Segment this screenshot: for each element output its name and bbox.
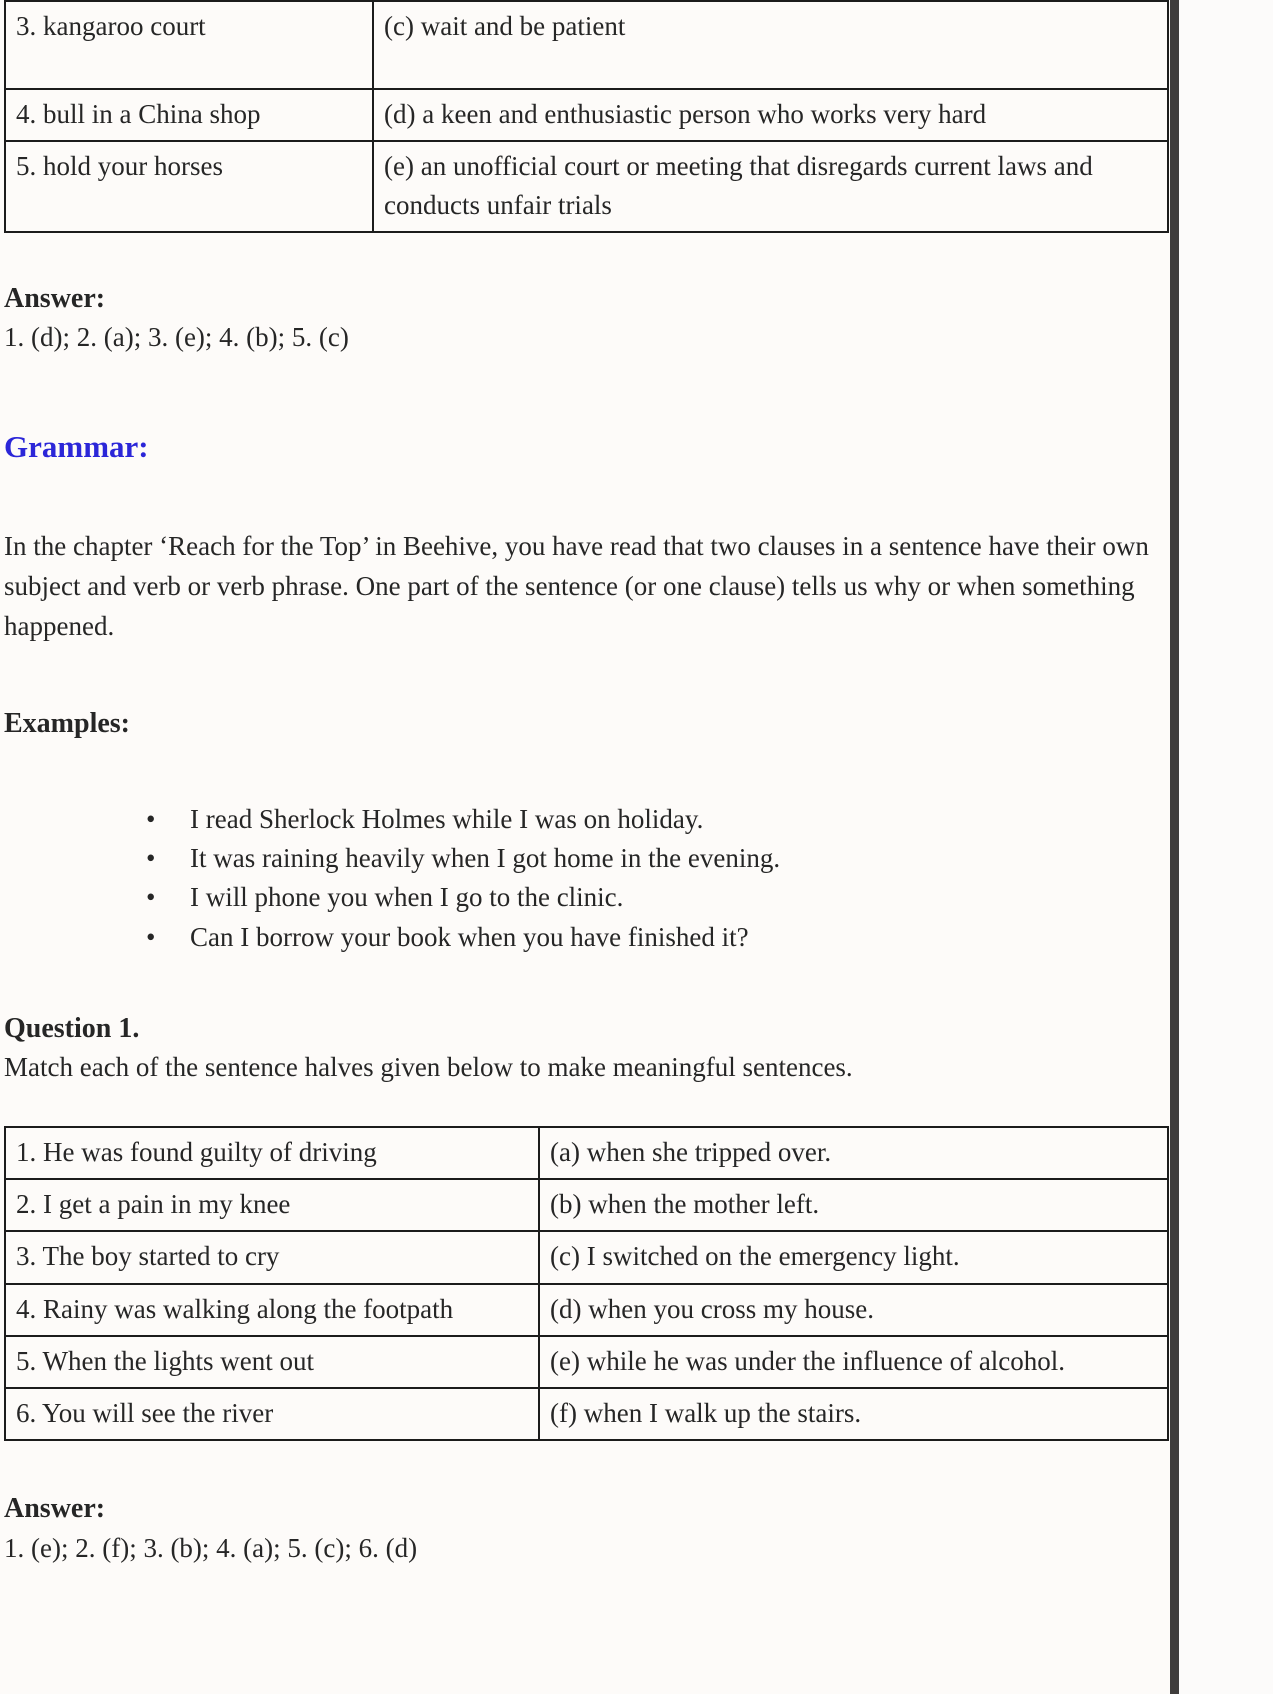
table-row — [5, 1231, 1168, 1283]
match-cell-left: 4. Rainy was walking along the footpath — [5, 1284, 539, 1336]
match-cell-right: (e) while he was under the influence of alcohol. — [539, 1336, 1168, 1388]
idiom-cell-right: (d) a keen and enthusiastic person who works very hard — [373, 89, 1168, 141]
question-heading: Question 1. — [4, 1013, 140, 1045]
example-item: • I will phone you when I go to the clinic. — [4, 878, 1167, 917]
answer-text: 1. (d); 2. (a); 3. (e); 4. (b); 5. (c) — [4, 322, 349, 353]
match-cell-right: (d) when you cross my house. — [539, 1284, 1168, 1336]
match-cell-right: (f) when I walk up the stairs. — [539, 1388, 1168, 1440]
table-row — [5, 1179, 1168, 1231]
match-cell-left: 2. I get a pain in my knee — [5, 1179, 539, 1231]
idiom-match-table — [4, 0, 1169, 233]
idiom-cell-left: 3. kangaroo court — [5, 1, 373, 89]
match-cell-left: 5. When the lights went out — [5, 1336, 539, 1388]
example-item: • I read Sherlock Holmes while I was on holiday. — [4, 800, 1167, 839]
idiom-cell-left: 5. hold your horses — [5, 141, 373, 232]
idiom-cell-right: (c) wait and be patient — [373, 1, 1168, 89]
examples-heading: Examples: — [4, 708, 130, 740]
match-cell-right: (a) when she tripped over. — [539, 1127, 1168, 1179]
table-row — [5, 1, 1168, 89]
answer-heading: Answer: — [4, 282, 106, 314]
example-item: • Can I borrow your book when you have finished it? — [4, 918, 1167, 957]
grammar-intro-paragraph: In the chapter ‘Reach for the Top’ in Beehive, you have read that two clauses in a sentence have their own subject and verb or verb phrase. One part of the sentence (or one clause) tells us why or when something happened. — [4, 531, 1149, 641]
table-row — [5, 1388, 1168, 1440]
table-row — [5, 141, 1168, 232]
sentence-match-table — [4, 1126, 1169, 1442]
match-cell-right: (b) when the mother left. — [539, 1179, 1168, 1231]
match-cell-left: 3. The boy started to cry — [5, 1231, 539, 1283]
answer-text: 1. (e); 2. (f); 3. (b); 4. (a); 5. (c); 6. (d) — [4, 1532, 418, 1563]
table-row — [5, 89, 1168, 141]
answer-heading: Answer: — [4, 1493, 106, 1525]
page-scan-edge — [1170, 0, 1179, 1694]
table-row — [5, 1336, 1168, 1388]
question-instruction: Match each of the sentence halves given below to make meaningful sentences. — [4, 1052, 853, 1083]
idiom-cell-right: (e) an unofficial court or meeting that disregards current laws and conducts unfair trials — [373, 141, 1168, 232]
example-item: • It was raining heavily when I got home in the evening. — [4, 839, 1167, 878]
table-row — [5, 1284, 1168, 1336]
table-row — [5, 1127, 1168, 1179]
match-cell-left: 1. He was found guilty of driving — [5, 1127, 539, 1179]
idiom-cell-left: 4. bull in a China shop — [5, 89, 373, 141]
match-cell-right: (c) I switched on the emergency light. — [539, 1231, 1168, 1283]
match-cell-left: 6. You will see the river — [5, 1388, 539, 1440]
examples-list — [4, 800, 1167, 958]
page-right-margin — [1179, 0, 1273, 1694]
grammar-heading: Grammar: — [4, 429, 149, 465]
